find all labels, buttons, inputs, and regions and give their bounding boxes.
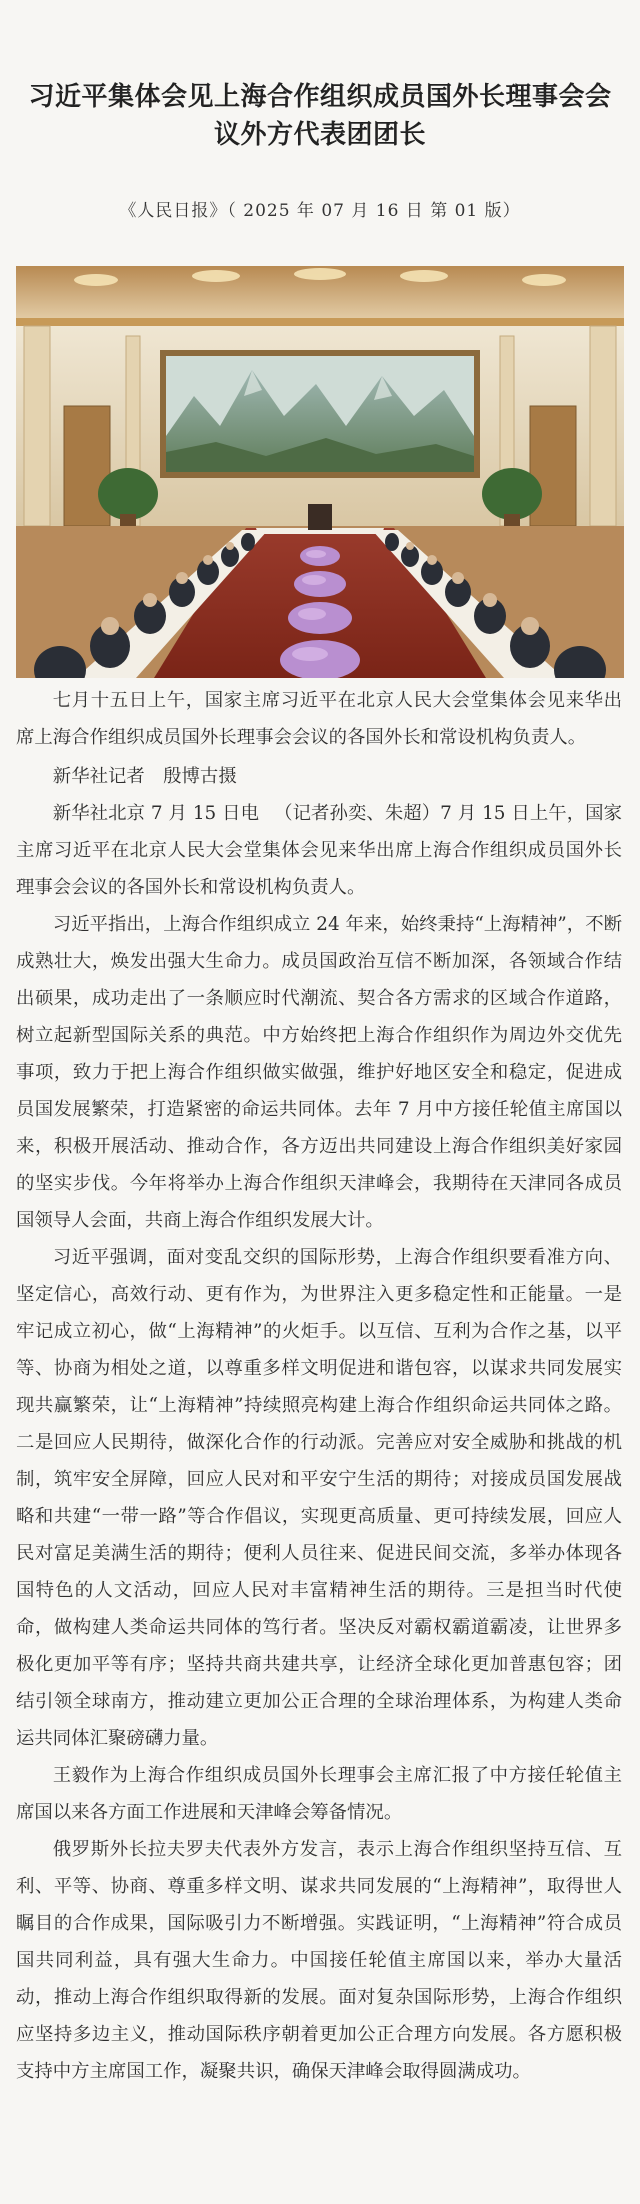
article-paragraph-4: 王毅作为上海合作组织成员国外长理事会主席汇报了中方接任轮值主席国以来各方面工作进展和天津峰会筹备情况。 bbox=[16, 1765, 622, 1823]
source-line: 《人民日报》（ 2025 年 07 月 16 日 第 01 版） bbox=[119, 201, 521, 221]
headline: 习近平集体会见上海合作组织成员国外长理事会会议外方代表团团长 bbox=[28, 82, 612, 150]
meeting-hall-photo bbox=[16, 266, 624, 678]
photo-byline: 新华社记者 殷博古摄 bbox=[52, 766, 237, 787]
article-body bbox=[16, 682, 622, 2090]
article-paragraph-5: 俄罗斯外长拉夫罗夫代表外方发言，表示上海合作组织坚持互信、互利、平等、协商、尊重多样文明、谋求共同发展的“上海精神”，取得世人瞩目的合作成果，国际吸引力不断增强。实践证明，“上海精神”符合成员国共同利益，具有强大生命力。中国接任轮值主席国以来，举办大量活动，推动上海合作组织取得新的发展。面对复杂国际形势，上海合作组织应坚持多边主义，推动国际秩序朝着更加公正合理方向发展。各方愿积极支持中方主席国工作，凝聚共识，确保天津峰会取得圆满成功。 bbox=[16, 1839, 622, 2082]
article-paragraph-1: 新华社北京 7 月 15 日电 （记者孙奕、朱超）7 月 15 日上午，国家主席习近平在北京人民大会堂集体会见来华出席上海合作组织成员国外长理事会会议的各国外长和常设机构负责人。 bbox=[16, 803, 622, 898]
photo-caption: 七月十五日上午，国家主席习近平在北京人民大会堂集体会见来华出席上海合作组织成员国外长理事会会议的各国外长和常设机构负责人。 bbox=[16, 690, 622, 748]
article-paragraph-2: 习近平指出，上海合作组织成立 24 年来，始终秉持“上海精神”，不断成熟壮大，焕发出强大生命力。成员国政治互信不断加深，各领域合作结出硕果，成功走出了一条顺应时代潮流、契合各方需求的区域合作道路，树立起新型国际关系的典范。中方始终把上海合作组织作为周边外交优先事项，致力于把上海合作组织做实做强，维护好地区安全和稳定，促进成员国发展繁荣，打造紧密的命运共同体。去年 7 月中方接任轮值主席国以来，积极开展活动、推动合作，各方迈出共同建设上海合作组织美好家园的坚实步伐。今年将举办上海合作组织天津峰会，我期待在天津同各成员国领导人会面，共商上海合作组织发展大计。 bbox=[16, 914, 622, 1231]
article-paragraph-3: 习近平强调，面对变乱交织的国际形势，上海合作组织要看准方向、坚定信心，高效行动、更有作为，为世界注入更多稳定性和正能量。一是牢记成立初心，做“上海精神”的火炬手。以互信、互利为合作之基，以平等、协商为相处之道，以尊重多样文明促进和谐包容，以谋求共同发展实现共赢繁荣，让“上海精神”持续照亮构建上海合作组织命运共同体之路。二是回应人民期待，做深化合作的行动派。完善应对安全威胁和挑战的机制，筑牢安全屏障，回应人民对和平安宁生活的期待；对接成员国发展战略和共建“一带一路”等合作倡议，实现更高质量、更可持续发展，回应人民对富足美满生活的期待；便利人员往来、促进民间交流，多举办体现各国特色的人文活动，回应人民对丰富精神生活的期待。三是担当时代使命，做构建人类命运共同体的笃行者。坚决反对霸权霸道霸凌，让世界多极化更加平等有序；坚持共商共建共享，让经济全球化更加普惠包容；团结引领全球南方，推动建立更加公正合理的全球治理体系，为构建人类命运共同体汇聚磅礴力量。 bbox=[16, 1247, 622, 1749]
meeting-hall-illustration bbox=[16, 266, 624, 678]
